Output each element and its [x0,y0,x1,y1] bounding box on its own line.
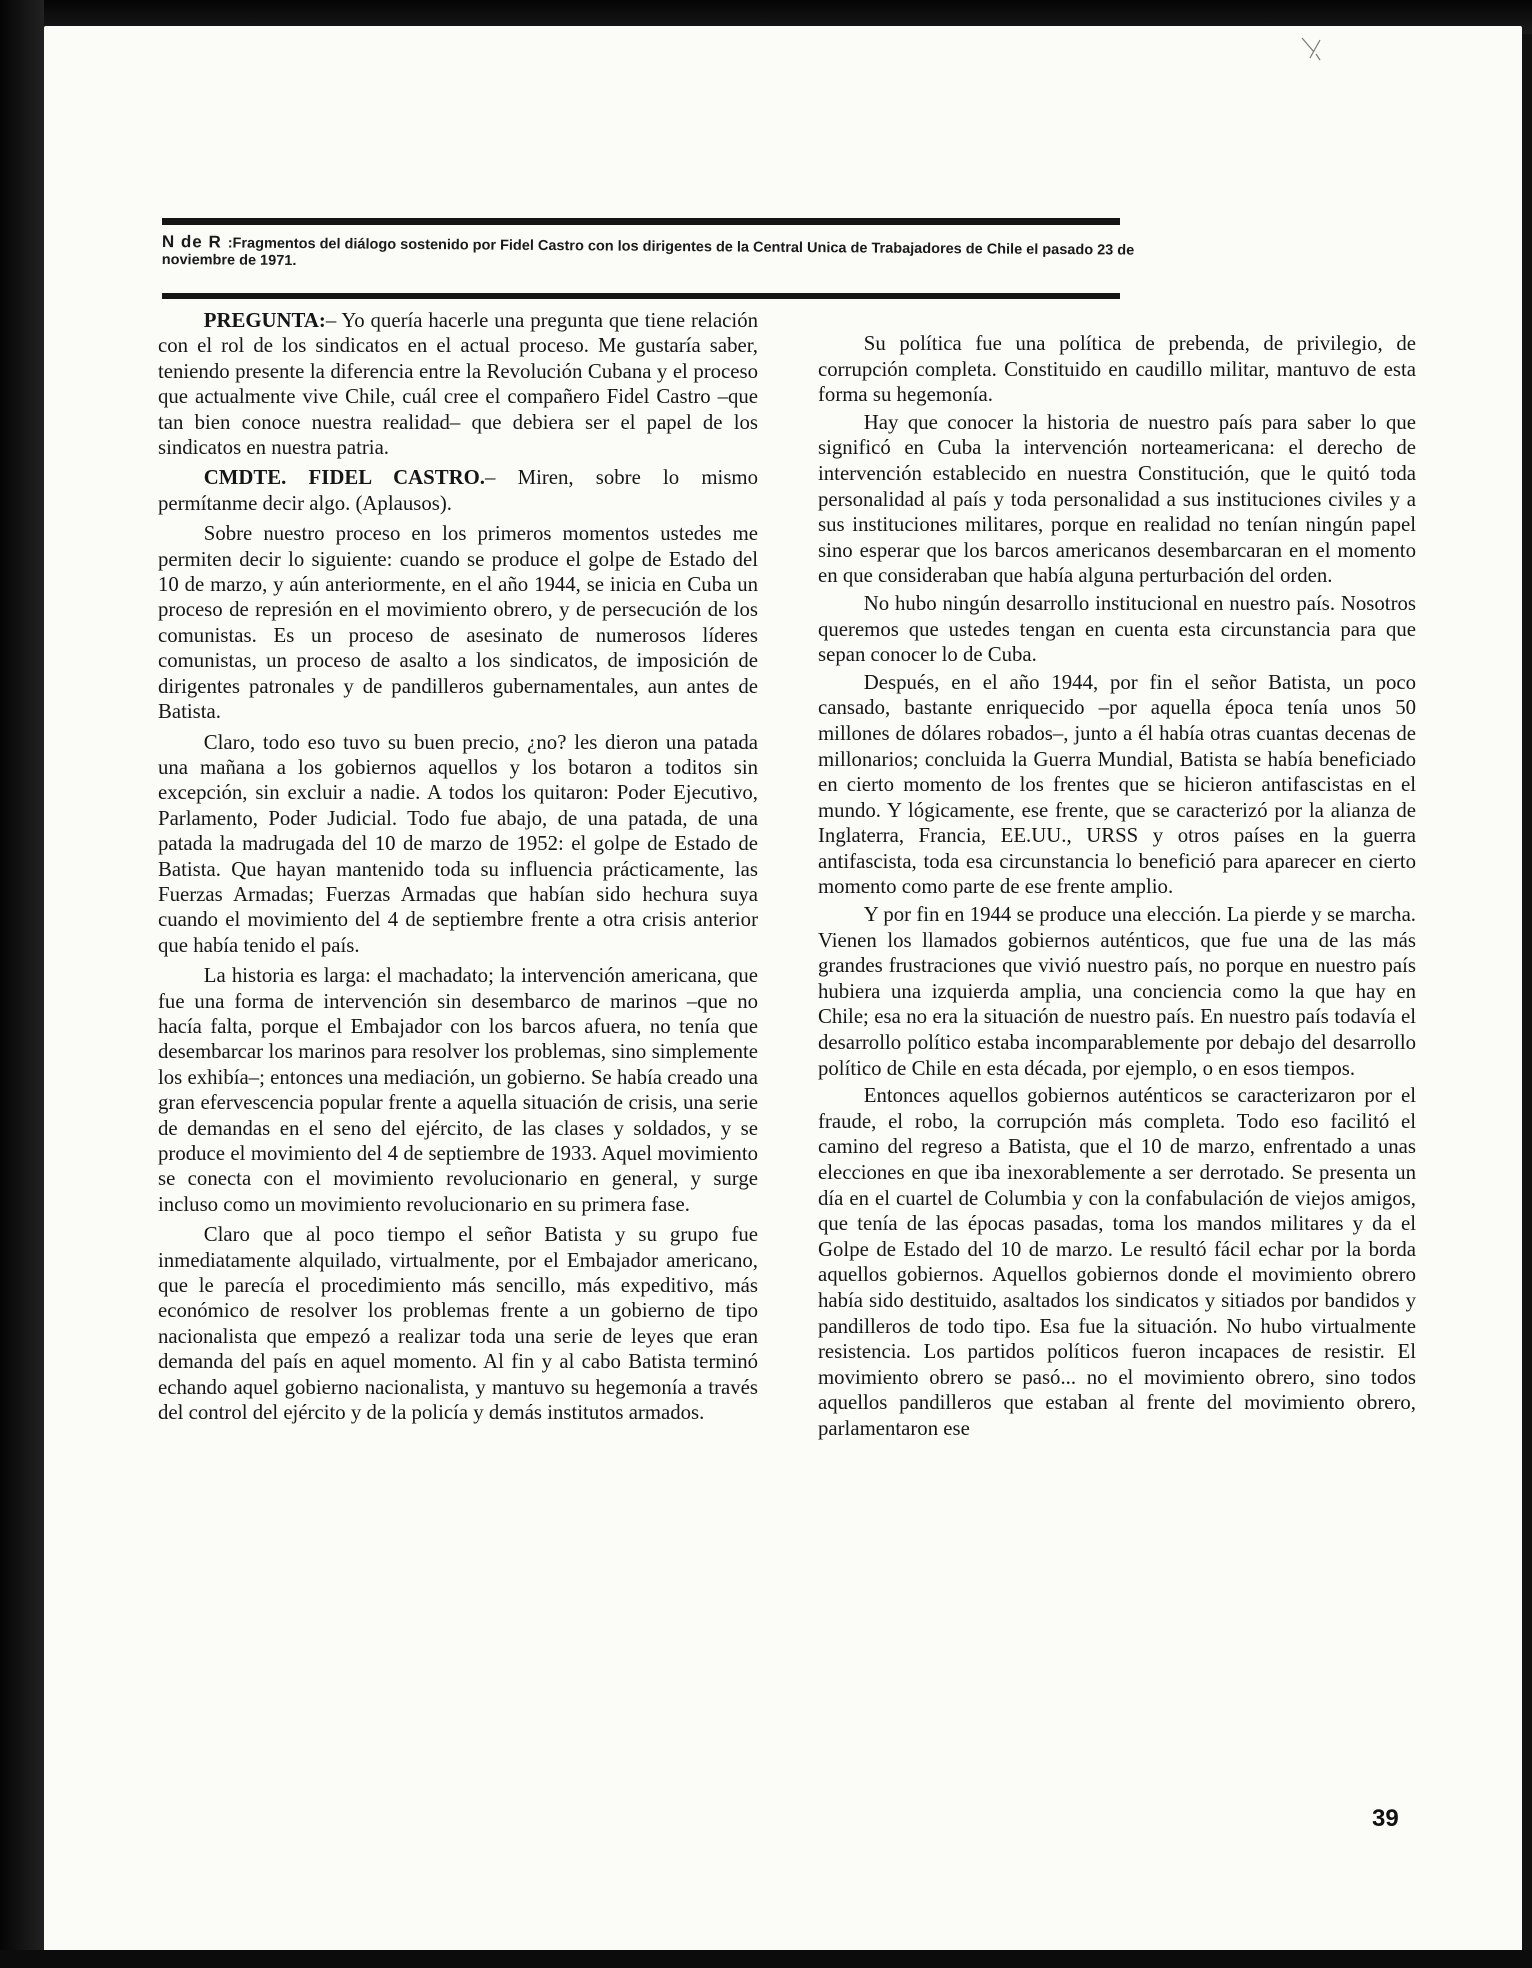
header-rule-top [162,218,1120,225]
editor-note-label: N de R [161,232,222,252]
paragraph [158,465,758,516]
paragraph: La historia es larga: el machadato; la intervención americana, que fue una forma de intervención sin desembarco de marinos –que no hacía falta, porque el Embajador con los barcos afuera, no tenía que desembarcar los marinos para resolver los problemas, sino simplemente los exhibía–; entonces una mediación, un gobierno. Se había creado una gran efervescencia popular frente a aquella situación de crisis, una serie de demandas en el seno del ejército, de las clases y soldados, y se produce el movimiento del 4 de septiembre de 1933. Aquel movimiento se conecta con el movimiento revolucionario en general, y surge incluso como un movimiento revolucionario en su primera fase. [158,964,758,1216]
speaker-label: PREGUNTA: [203,309,326,332]
speaker-label: CMDTE. FIDEL CASTRO. [203,466,485,490]
paragraph: No hubo ningún desarrollo institucional en nuestro país. Nosotros queremos que ustedes tengan en cuenta esta circunstancia para que sepan conocer lo de Cuba. [818,591,1416,667]
editor-note-text: :Fragmentos del diálogo sostenido por Fidel Castro con los dirigentes de la Central Unica de Trabajadores de Chile el pasado 23 de noviembre de 1971. [161,235,1135,270]
paragraph: Después, en el año 1944, por fin el señor Batista, un poco cansado, bastante enriquecido –por aquella época tenía unos 50 millones de dólares robados–, junto a él había otras cuantas decenas de millonarios; concluida la Guerra Mundial, Batista se había beneficiado en cierto momento de los frentes que se hicieron antifascistas en el mundo. Y lógicamente, ese frente, que se caracterizó por la alianza de Inglaterra, Francia, EE.UU., URSS y otros países en la guerra antifascista, toda esa circunstancia lo benefició para aparecer en cierto momento como parte de ese frente amplio. [818,670,1416,899]
left-column [158,308,758,1425]
paragraph-text: – Yo quería hacerle una pregunta que tiene relación con el rol de los sindicatos en el actual proceso. Me gustaría saber, teniendo presente la diferencia entre la Revolución Cubana y el proceso que actualmente vive Chile, cuál cree el compañero Fidel Castro –que tan bien conoce nuestra realidad– que debiera ser el papel de los sindicatos en nuestra patria. [158,309,758,460]
paragraph: Claro que al poco tiempo el señor Batista y su grupo fue inmediatamente alquilado, virtualmente, por el Embajador americano, que le parecía el procedimiento más sencillo, más expeditivo, más económico de resolver los problemas frente a un gobierno de tipo nacionalista que empezó a realizar toda una serie de leyes que eran demanda del país en aquel momento. Al fin y al cabo Batista terminó echando aquel gobierno nacionalista, y mantuvo su hegemonía a través del control del ejército y de la policía y demás institutos armados. [158,1223,758,1425]
scan-bottom-edge [0,1950,1532,1968]
margin-pencil-mark [1298,34,1338,64]
page-number: 39 [1372,1805,1399,1832]
paragraph: Entonces aquellos gobiernos auténticos se caracterizaron por el fraude, el robo, la corrupción más completa. Todo eso facilitó el camino del regreso a Batista, que el 10 de marzo, enfrentado a unas elecciones en que iba inexorablemente a ser derrotado. Se presenta un día en el cuartel de Columbia y con la confabulación de viejos amigos, que tenía de las épocas pasadas, toma los mandos militares y da el Golpe de Estado del 10 de marzo. Le resultó fácil echar por la borda aquellos gobiernos. Aquellos gobiernos donde el movimiento obrero había sido destituido, asaltados los sindicatos y sitiados por bandidos y pandilleros de todo tipo. Esa fue la situación. No hubo virtualmente resistencia. Los partidos políticos fueron incapaces de resistir. El movimiento obrero se pasó... no el movimiento obrero, sino todos aquellos pandilleros que estaban al frente del movimiento obrero, parlamentaron ese [818,1084,1416,1440]
right-column [818,331,1416,1442]
paragraph-text: – Miren, sobre lo mismo permítanme decir algo. (Aplausos). [158,466,758,515]
scan-left-edge [0,0,44,1968]
paragraph: Claro, todo eso tuvo su buen precio, ¿no? les dieron una patada una mañana a los gobiernos aquellos y los botaron a toditos sin excepción, sin excluir a nadie. A todos los quitaron: Poder Ejecutivo, Parlamento, Poder Judicial. Todo fue abajo, de una patada, de una patada la madrugada del 10 de marzo de 1952: el golpe de Estado de Batista. Que hayan mantenido toda su influencia prácticamente, las Fuerzas Armadas; Fuerzas Armadas que habían sido hechura suya cuando el movimiento del 4 de septiembre frente a otra crisis anterior que había tenido el país. [158,730,758,957]
paragraph: Sobre nuestro proceso en los primeros momentos ustedes me permiten decir lo siguiente: cuando se produce el golpe de Estado del 10 de marzo, y aún anteriormente, en el año 1944, se inicia en Cuba un proceso de represión en el movimiento obrero, y de persecución de los comunistas. Es un proceso de asesinato de numerosos líderes comunistas, un proceso de asalto a los sindicatos, de imposición de dirigentes patronales y de pandilleros gubernamentales, aun antes de Batista. [158,522,758,724]
paragraph: Hay que conocer la historia de nuestro país para saber lo que significó en Cuba la intervención norteamericana: el derecho de intervención establecido en nuestra Constitución, que le quitó toda personalidad al país y toda personalidad a sus instituciones civiles y a sus instituciones militares, porque en realidad no tenían ningún papel sino esperar que los barcos americanos desembarcaran en el momento en que consideraban que había alguna perturbación del orden. [818,410,1416,588]
paragraph [158,308,758,460]
header-rule-bottom [162,293,1120,299]
paragraph: Y por fin en 1944 se produce una elección. La pierde y se marcha. Vienen los llamados gobiernos auténticos, que fue una de las más grandes frustraciones que vivió nuestro país, no porque en nuestro país hubiera una izquierda amplia, una conciencia como la que hay en Chile; esa no era la situación de nuestro país. En nuestro país todavía el desarrollo político estaba incomparablemente por debajo del desarrollo político de Chile en esta década, por ejemplo, o en esos tiempos. [818,903,1416,1080]
paragraph: Su política fue una política de prebenda, de privilegio, de corrupción completa. Constituido en caudillo militar, mantuvo de esta forma su hegemonía. [818,332,1416,407]
